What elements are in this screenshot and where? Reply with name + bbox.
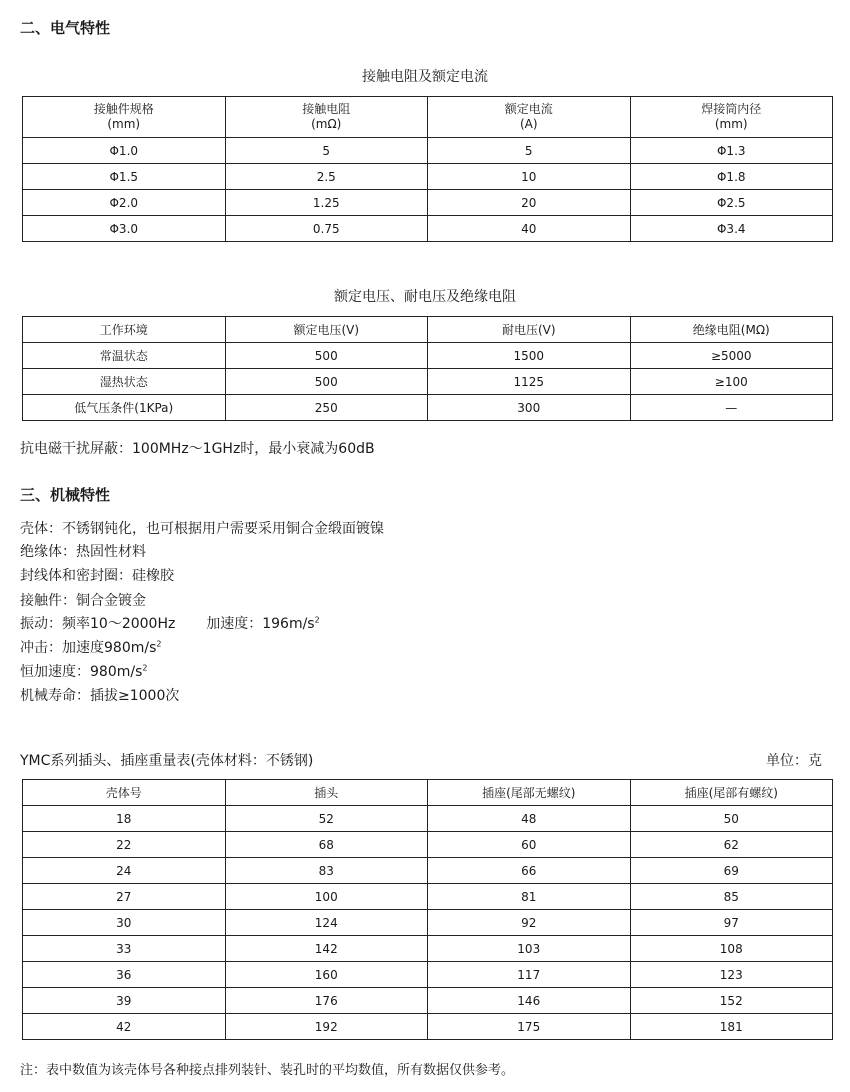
table-row — [23, 343, 833, 369]
table-cell: 60 — [428, 832, 631, 858]
table-cell: 97 — [630, 910, 833, 936]
column-header: 插座(尾部无螺纹) — [428, 780, 631, 806]
table-cell: 300 — [428, 395, 631, 421]
table-cell: 5 — [225, 138, 428, 164]
table-cell: 146 — [428, 988, 631, 1014]
table-cell: 124 — [225, 910, 428, 936]
table-row — [23, 936, 833, 962]
table-cell: ≥5000 — [630, 343, 833, 369]
table-cell: 176 — [225, 988, 428, 1014]
table-row — [23, 1014, 833, 1040]
table-cell: 66 — [428, 858, 631, 884]
table-cell: 192 — [225, 1014, 428, 1040]
weights-unit-label: 单位：克 — [766, 753, 822, 769]
table-cell: Φ3.0 — [23, 216, 226, 242]
table-cell: 5 — [428, 138, 631, 164]
table-cell: 68 — [225, 832, 428, 858]
table-row — [23, 858, 833, 884]
table-cell: 123 — [630, 962, 833, 988]
table-cell: 42 — [23, 1014, 226, 1040]
table-cell: 20 — [428, 190, 631, 216]
table-cell: 52 — [225, 806, 428, 832]
table-cell: 62 — [630, 832, 833, 858]
table-cell: 160 — [225, 962, 428, 988]
column-header: 焊接筒内径 (mm) — [630, 97, 833, 138]
table-cell: 1125 — [428, 369, 631, 395]
emi-shielding-note: 抗电磁干扰屏蔽：100MHz～1GHz时，最小衰减为60dB — [20, 441, 375, 457]
table-cell: 湿热状态 — [23, 369, 226, 395]
column-header: 壳体号 — [23, 780, 226, 806]
table-row — [23, 832, 833, 858]
column-header: 耐电压(V) — [428, 317, 631, 343]
table-cell: 103 — [428, 936, 631, 962]
table-cell: 181 — [630, 1014, 833, 1040]
voltage-insulation-table — [22, 316, 833, 421]
table-header-row — [23, 317, 833, 343]
shock-text: 冲击：加速度980m/s — [20, 640, 157, 656]
column-header: 插座(尾部有螺纹) — [630, 780, 833, 806]
table-cell: 500 — [225, 343, 428, 369]
table-cell: 40 — [428, 216, 631, 242]
superscript: 2 — [142, 663, 148, 673]
table-cell: 0.75 — [225, 216, 428, 242]
table-cell: 常温状态 — [23, 343, 226, 369]
table-cell: 48 — [428, 806, 631, 832]
table-row — [23, 395, 833, 421]
section-heading-electrical: 二、电气特性 — [20, 19, 111, 37]
table-cell: 83 — [225, 858, 428, 884]
table-cell: 50 — [630, 806, 833, 832]
table-cell: 69 — [630, 858, 833, 884]
table-row — [23, 962, 833, 988]
constant-acceleration-text: 恒加速度：980m/s — [20, 664, 143, 680]
table-cell: 92 — [428, 910, 631, 936]
table-cell: 1500 — [428, 343, 631, 369]
weights-footnote: 注：表中数值为该壳体号各种接点排列装针、装孔时的平均数值，所有数据仅供参考。 — [20, 1063, 515, 1078]
table-caption-voltage-insulation: 额定电压、耐电压及绝缘电阻 — [334, 289, 516, 305]
table-cell: 250 — [225, 395, 428, 421]
table-row — [23, 216, 833, 242]
table-cell: 152 — [630, 988, 833, 1014]
vibration-line — [20, 613, 320, 633]
mechanical-life-line: 机械寿命：插拔≥1000次 — [20, 688, 180, 704]
shock-line — [20, 637, 161, 657]
table-cell: ≥100 — [630, 369, 833, 395]
weights-table-title: YMC系列插头、插座重量表(壳体材料：不锈钢) — [20, 753, 314, 769]
table-cell: 18 — [23, 806, 226, 832]
column-header: 额定电流 (A) — [428, 97, 631, 138]
table-cell: 117 — [428, 962, 631, 988]
table-cell: 81 — [428, 884, 631, 910]
table-cell: 100 — [225, 884, 428, 910]
column-header: 绝缘电阻(MΩ) — [630, 317, 833, 343]
table-cell: 30 — [23, 910, 226, 936]
insulator-material-line: 绝缘体：热固性材料 — [20, 544, 146, 560]
table-row — [23, 369, 833, 395]
table-cell: 低气压条件(1KPa) — [23, 395, 226, 421]
table-cell: 1.25 — [225, 190, 428, 216]
table-cell: 22 — [23, 832, 226, 858]
table-cell: 175 — [428, 1014, 631, 1040]
vibration-frequency: 振动：频率10～2000Hz — [20, 616, 176, 632]
superscript: 2 — [156, 639, 162, 649]
table-cell: 108 — [630, 936, 833, 962]
table-cell: 36 — [23, 962, 226, 988]
table-cell: — — [630, 395, 833, 421]
table-cell: 85 — [630, 884, 833, 910]
contact-material-line: 接触件：铜合金镀金 — [20, 593, 146, 609]
column-header: 工作环境 — [23, 317, 226, 343]
table-row — [23, 138, 833, 164]
table-cell: 24 — [23, 858, 226, 884]
table-row — [23, 806, 833, 832]
contact-resistance-table — [22, 96, 833, 242]
table-cell: Φ1.5 — [23, 164, 226, 190]
table-header-row — [23, 780, 833, 806]
table-cell: 33 — [23, 936, 226, 962]
table-cell: Φ1.0 — [23, 138, 226, 164]
table-header-row — [23, 97, 833, 138]
table-cell: 500 — [225, 369, 428, 395]
seal-material-line: 封线体和密封圈：硅橡胶 — [20, 568, 174, 584]
table-cell: Φ2.0 — [23, 190, 226, 216]
column-header: 接触件规格 (mm) — [23, 97, 226, 138]
table-cell: Φ1.3 — [630, 138, 833, 164]
column-header: 接触电阻 (mΩ) — [225, 97, 428, 138]
table-cell: 2.5 — [225, 164, 428, 190]
table-caption-contact-resistance: 接触电阻及额定电流 — [362, 69, 488, 85]
table-row — [23, 884, 833, 910]
table-row — [23, 164, 833, 190]
table-cell: Φ1.8 — [630, 164, 833, 190]
table-cell: 142 — [225, 936, 428, 962]
shell-material-line: 壳体：不锈钢钝化，也可根据用户需要采用铜合金缎面镀镍 — [20, 521, 384, 537]
table-cell: 39 — [23, 988, 226, 1014]
section-heading-mechanical: 三、机械特性 — [20, 486, 111, 504]
superscript: 2 — [314, 615, 320, 625]
table-cell: Φ2.5 — [630, 190, 833, 216]
table-cell: 27 — [23, 884, 226, 910]
column-header: 插头 — [225, 780, 428, 806]
table-cell: Φ3.4 — [630, 216, 833, 242]
table-row — [23, 190, 833, 216]
table-cell: 10 — [428, 164, 631, 190]
weights-table — [22, 779, 833, 1040]
vibration-acceleration: 加速度：196m/s — [206, 616, 315, 632]
table-row — [23, 910, 833, 936]
table-row — [23, 988, 833, 1014]
constant-acceleration-line — [20, 661, 147, 681]
column-header: 额定电压(V) — [225, 317, 428, 343]
